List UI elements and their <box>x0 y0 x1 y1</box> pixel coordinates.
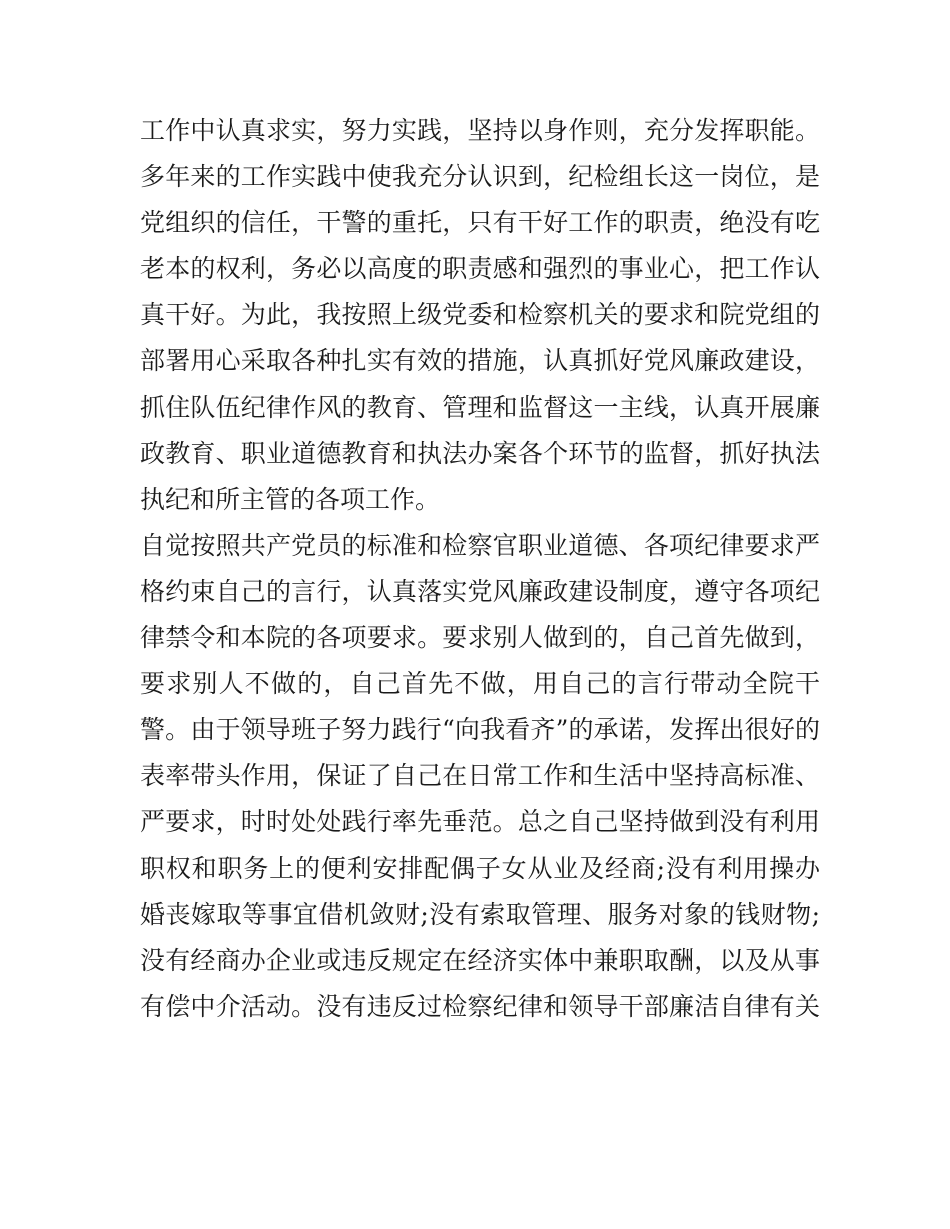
text-line: 部署用心采取各种扎实有效的措施，认真抓好党风廉政建设， <box>140 346 820 376</box>
text-line: 真干好。为此，我按照上级党委和检察机关的要求和院党组的 <box>140 300 820 330</box>
text-line: 党组织的信任，干警的重托，只有干好工作的职责，绝没有吃 <box>140 208 820 238</box>
text-line: 警。由于领导班子努力践行“向我看齐”的承诺，发挥出很好的 <box>140 715 820 745</box>
text-line: 多年来的工作实践中使我充分认识到，纪检组长这一岗位，是 <box>140 162 820 192</box>
text-line: 格约束自己的言行，认真落实党风廉政建设制度，遵守各项纪 <box>140 576 820 606</box>
text-line: 工作中认真求实，努力实践，坚持以身作则，充分发挥职能。 <box>140 116 820 145</box>
text-line: 律禁令和本院的各项要求。要求别人做到的，自己首先做到， <box>140 623 820 653</box>
text-line: 严要求，时时处处践行率先垂范。总之自己坚持做到没有利用 <box>140 807 820 837</box>
text-line: 婚丧嫁取等事宜借机敛财;没有索取管理、服务对象的钱财物; <box>140 899 820 929</box>
text-line: 表率带头作用，保证了自己在日常工作和生活中坚持高标准、 <box>140 761 820 791</box>
body-text <box>140 108 820 1030</box>
text-line: 执纪和所主管的各项工作。 <box>140 484 441 514</box>
text-line: 老本的权利，务必以高度的职责感和强烈的事业心，把工作认 <box>140 254 820 284</box>
text-line: 抓住队伍纪律作风的教育、管理和监督这一主线，认真开展廉 <box>140 392 820 422</box>
text-line: 要求别人不做的，自己首先不做，用自己的言行带动全院干 <box>140 669 820 699</box>
text-line: 自觉按照共产党员的标准和检察官职业道德、各项纪律要求严 <box>140 530 820 560</box>
text-line: 政教育、职业道德教育和执法办案各个环节的监督，抓好执法 <box>140 438 820 468</box>
text-line: 职权和职务上的便利安排配偶子女从业及经商;没有利用操办 <box>140 853 820 883</box>
text-line: 有偿中介活动。没有违反过检察纪律和领导干部廉洁自律有关 <box>140 991 820 1021</box>
text-line: 没有经商办企业或违反规定在经济实体中兼职取酬，以及从事 <box>140 945 820 975</box>
